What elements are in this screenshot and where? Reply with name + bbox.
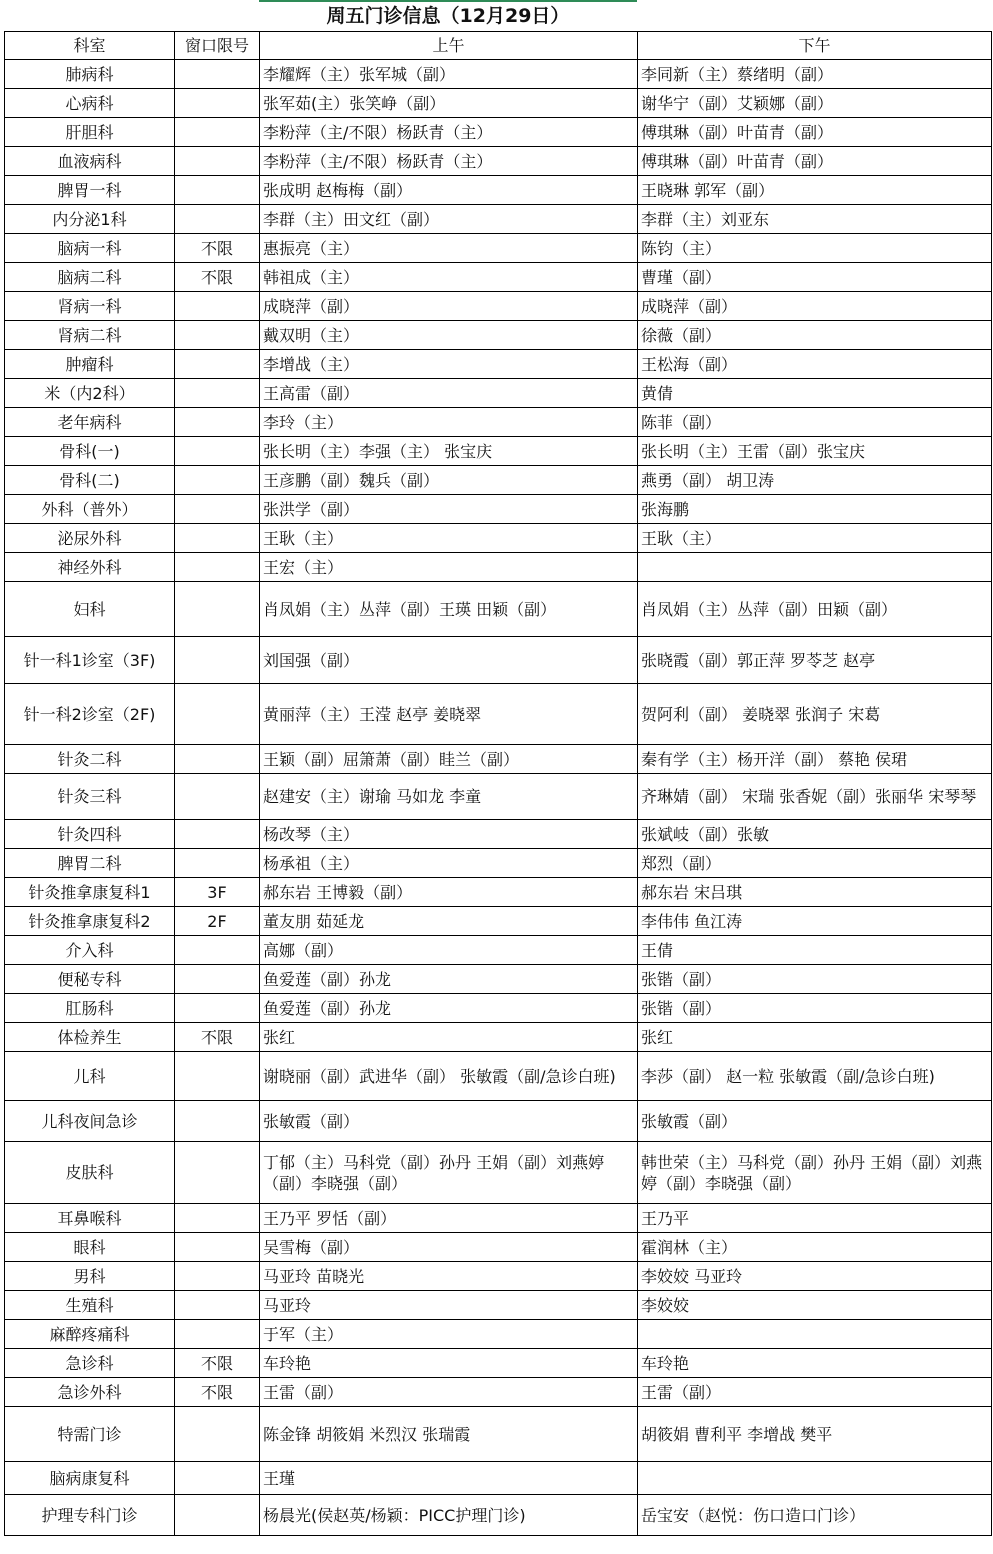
cell-limit bbox=[175, 684, 260, 745]
cell-pm: 秦有学（主）杨开洋（副） 蔡艳 侯珺 bbox=[638, 745, 992, 774]
cell-dept: 脾胃一科 bbox=[5, 176, 175, 205]
cell-dept: 心病科 bbox=[5, 89, 175, 118]
cell-am: 张长明（主）李强（主） 张宝庆 bbox=[260, 437, 638, 466]
table-row bbox=[5, 350, 992, 379]
cell-dept: 特需门诊 bbox=[5, 1407, 175, 1462]
cell-dept: 针灸推拿康复科1 bbox=[5, 878, 175, 907]
cell-am: 黄丽萍（主）王滢 赵亭 姜晓翠 bbox=[260, 684, 638, 745]
cell-limit bbox=[175, 408, 260, 437]
cell-pm: 霍润林（主） bbox=[638, 1233, 992, 1262]
cell-pm: 王乃平 bbox=[638, 1204, 992, 1233]
cell-am: 鱼爱莲（副）孙龙 bbox=[260, 994, 638, 1023]
cell-limit bbox=[175, 1233, 260, 1262]
header-morning: 上午 bbox=[260, 32, 638, 60]
cell-limit bbox=[175, 553, 260, 582]
cell-pm: 李群（主）刘亚东 bbox=[638, 205, 992, 234]
cell-limit bbox=[175, 379, 260, 408]
table-row bbox=[5, 1291, 992, 1320]
cell-pm: 贺阿利（副） 姜晓翠 张润子 宋葛 bbox=[638, 684, 992, 745]
cell-dept: 骨科(一) bbox=[5, 437, 175, 466]
cell-am: 于军（主） bbox=[260, 1320, 638, 1349]
cell-pm: 张晓霞（副）郭正萍 罗苓芝 赵亭 bbox=[638, 637, 992, 684]
table-row bbox=[5, 582, 992, 637]
cell-dept: 泌尿外科 bbox=[5, 524, 175, 553]
cell-am: 陈金锋 胡筱娟 米烈汉 张瑞霞 bbox=[260, 1407, 638, 1462]
cell-limit bbox=[175, 437, 260, 466]
table-row bbox=[5, 408, 992, 437]
table-row bbox=[5, 849, 992, 878]
cell-am: 张成明 赵梅梅（副） bbox=[260, 176, 638, 205]
cell-am: 马亚玲 bbox=[260, 1291, 638, 1320]
table-row bbox=[5, 176, 992, 205]
table-row bbox=[5, 118, 992, 147]
table-row bbox=[5, 437, 992, 466]
cell-pm: 车玲艳 bbox=[638, 1349, 992, 1378]
cell-pm: 李莎（副） 赵一粒 张敏霞（副/急诊白班) bbox=[638, 1052, 992, 1101]
cell-pm: 王晓琳 郭军（副） bbox=[638, 176, 992, 205]
table-row bbox=[5, 466, 992, 495]
cell-limit: 不限 bbox=[175, 234, 260, 263]
cell-pm: 王雷（副） bbox=[638, 1378, 992, 1407]
schedule-table-body bbox=[5, 32, 992, 1536]
cell-dept: 麻醉疼痛科 bbox=[5, 1320, 175, 1349]
header-row bbox=[5, 32, 992, 60]
cell-am: 鱼爱莲（副）孙龙 bbox=[260, 965, 638, 994]
cell-dept: 介入科 bbox=[5, 936, 175, 965]
cell-pm: 李伟伟 鱼江涛 bbox=[638, 907, 992, 936]
cell-am: 肖凤娟（主）丛萍（副）王瑛 田颖（副） bbox=[260, 582, 638, 637]
table-row bbox=[5, 1052, 992, 1101]
cell-limit bbox=[175, 1052, 260, 1101]
cell-dept: 针灸二科 bbox=[5, 745, 175, 774]
cell-pm: 张海鹏 bbox=[638, 495, 992, 524]
cell-limit bbox=[175, 820, 260, 849]
table-row bbox=[5, 1378, 992, 1407]
table-row bbox=[5, 1142, 992, 1204]
cell-limit bbox=[175, 176, 260, 205]
cell-dept: 骨科(二) bbox=[5, 466, 175, 495]
table-row bbox=[5, 684, 992, 745]
cell-dept: 皮肤科 bbox=[5, 1142, 175, 1204]
table-row bbox=[5, 907, 992, 936]
cell-pm: 韩世荣（主）马科党（副）孙丹 王娟（副）刘燕婷（副）李晓强（副） bbox=[638, 1142, 992, 1204]
cell-pm: 黄倩 bbox=[638, 379, 992, 408]
cell-limit bbox=[175, 1495, 260, 1536]
table-row bbox=[5, 1233, 992, 1262]
cell-limit bbox=[175, 1204, 260, 1233]
cell-pm: 张锴（副） bbox=[638, 994, 992, 1023]
table-row bbox=[5, 89, 992, 118]
cell-limit bbox=[175, 965, 260, 994]
cell-limit bbox=[175, 89, 260, 118]
cell-am: 杨晨光(侯赵英/杨颖：PICC护理门诊) bbox=[260, 1495, 638, 1536]
cell-pm: 傅琪琳（副）叶苗青（副） bbox=[638, 118, 992, 147]
cell-dept: 针灸四科 bbox=[5, 820, 175, 849]
cell-dept: 急诊外科 bbox=[5, 1378, 175, 1407]
cell-limit: 不限 bbox=[175, 263, 260, 292]
cell-pm: 张斌岐（副）张敏 bbox=[638, 820, 992, 849]
cell-limit bbox=[175, 936, 260, 965]
cell-pm bbox=[638, 553, 992, 582]
table-row bbox=[5, 820, 992, 849]
cell-pm: 胡筱娟 曹利平 李增战 樊平 bbox=[638, 1407, 992, 1462]
cell-dept: 耳鼻喉科 bbox=[5, 1204, 175, 1233]
table-row bbox=[5, 1101, 992, 1142]
cell-am: 张敏霞（副） bbox=[260, 1101, 638, 1142]
table-row bbox=[5, 965, 992, 994]
cell-pm: 李姣姣 bbox=[638, 1291, 992, 1320]
cell-am: 车玲艳 bbox=[260, 1349, 638, 1378]
cell-limit bbox=[175, 205, 260, 234]
cell-dept: 米（内2科） bbox=[5, 379, 175, 408]
cell-limit bbox=[175, 1462, 260, 1495]
cell-pm: 傅琪琳（副）叶苗青（副） bbox=[638, 147, 992, 176]
cell-limit bbox=[175, 1291, 260, 1320]
cell-dept: 肾病一科 bbox=[5, 292, 175, 321]
table-row bbox=[5, 745, 992, 774]
table-row bbox=[5, 774, 992, 820]
cell-dept: 儿科 bbox=[5, 1052, 175, 1101]
cell-limit bbox=[175, 1320, 260, 1349]
cell-dept: 便秘专科 bbox=[5, 965, 175, 994]
table-row bbox=[5, 379, 992, 408]
cell-am: 李粉萍（主/不限）杨跃青（主） bbox=[260, 147, 638, 176]
cell-am: 高娜（副） bbox=[260, 936, 638, 965]
table-row bbox=[5, 1349, 992, 1378]
cell-am: 成晓萍（副） bbox=[260, 292, 638, 321]
cell-dept: 针灸推拿康复科2 bbox=[5, 907, 175, 936]
cell-limit bbox=[175, 1407, 260, 1462]
cell-limit bbox=[175, 745, 260, 774]
table-row bbox=[5, 553, 992, 582]
cell-am: 张红 bbox=[260, 1023, 638, 1052]
cell-pm: 王松海（副） bbox=[638, 350, 992, 379]
cell-am: 惠振亮（主） bbox=[260, 234, 638, 263]
cell-dept: 肾病二科 bbox=[5, 321, 175, 350]
cell-pm bbox=[638, 1320, 992, 1349]
cell-dept: 血液病科 bbox=[5, 147, 175, 176]
table-row bbox=[5, 1262, 992, 1291]
table-row bbox=[5, 263, 992, 292]
cell-limit: 3F bbox=[175, 878, 260, 907]
cell-limit bbox=[175, 466, 260, 495]
cell-dept: 男科 bbox=[5, 1262, 175, 1291]
cell-am: 吴雪梅（副） bbox=[260, 1233, 638, 1262]
table-row bbox=[5, 994, 992, 1023]
cell-am: 王颖（副）屈箫萧（副）眭兰（副） bbox=[260, 745, 638, 774]
cell-am: 王耿（主） bbox=[260, 524, 638, 553]
table-row bbox=[5, 1407, 992, 1462]
cell-pm: 陈菲（副） bbox=[638, 408, 992, 437]
cell-am: 王瑾 bbox=[260, 1462, 638, 1495]
cell-am: 韩祖成（主） bbox=[260, 263, 638, 292]
cell-limit bbox=[175, 1142, 260, 1204]
cell-pm: 齐琳婧（副） 宋瑞 张香妮（副）张丽华 宋琴琴 bbox=[638, 774, 992, 820]
cell-dept: 肺病科 bbox=[5, 60, 175, 89]
cell-limit bbox=[175, 582, 260, 637]
table-row bbox=[5, 524, 992, 553]
cell-am: 王雷（副） bbox=[260, 1378, 638, 1407]
table-row bbox=[5, 1320, 992, 1349]
cell-pm: 张红 bbox=[638, 1023, 992, 1052]
cell-am: 李增战（主） bbox=[260, 350, 638, 379]
cell-pm: 郑烈（副） bbox=[638, 849, 992, 878]
cell-limit bbox=[175, 495, 260, 524]
cell-dept: 儿科夜间急诊 bbox=[5, 1101, 175, 1142]
cell-limit bbox=[175, 118, 260, 147]
cell-am: 董友朋 茹延龙 bbox=[260, 907, 638, 936]
cell-am: 李耀辉（主）张军城（副） bbox=[260, 60, 638, 89]
cell-dept: 肛肠科 bbox=[5, 994, 175, 1023]
cell-pm: 李同新（主）蔡绪明（副） bbox=[638, 60, 992, 89]
cell-am: 杨承祖（主） bbox=[260, 849, 638, 878]
table-row bbox=[5, 321, 992, 350]
table-row bbox=[5, 1495, 992, 1536]
cell-dept: 脑病康复科 bbox=[5, 1462, 175, 1495]
table-row bbox=[5, 495, 992, 524]
cell-pm: 张长明（主）王雷（副）张宝庆 bbox=[638, 437, 992, 466]
cell-pm bbox=[638, 1462, 992, 1495]
table-row bbox=[5, 205, 992, 234]
cell-limit bbox=[175, 321, 260, 350]
cell-pm: 成晓萍（副） bbox=[638, 292, 992, 321]
cell-am: 丁郁（主）马科党（副）孙丹 王娟（副）刘燕婷（副）李晓强（副） bbox=[260, 1142, 638, 1204]
table-row bbox=[5, 147, 992, 176]
cell-am: 赵建安（主）谢瑜 马如龙 李童 bbox=[260, 774, 638, 820]
cell-am: 王乃平 罗恬（副） bbox=[260, 1204, 638, 1233]
cell-limit bbox=[175, 994, 260, 1023]
cell-limit: 不限 bbox=[175, 1349, 260, 1378]
cell-am: 杨改琴（主） bbox=[260, 820, 638, 849]
cell-pm: 肖凤娟（主）丛萍（副）田颖（副） bbox=[638, 582, 992, 637]
page-title: 周五门诊信息（12月29日） bbox=[259, 0, 637, 31]
table-row bbox=[5, 60, 992, 89]
table-row bbox=[5, 1023, 992, 1052]
cell-am: 张洪学（副） bbox=[260, 495, 638, 524]
cell-dept: 内分泌1科 bbox=[5, 205, 175, 234]
table-row bbox=[5, 292, 992, 321]
cell-pm: 王耿（主） bbox=[638, 524, 992, 553]
cell-limit bbox=[175, 524, 260, 553]
cell-am: 马亚玲 苗晓光 bbox=[260, 1262, 638, 1291]
cell-am: 王彦鹏（副）魏兵（副） bbox=[260, 466, 638, 495]
cell-dept: 针一科2诊室（2F) bbox=[5, 684, 175, 745]
cell-am: 李玲（主） bbox=[260, 408, 638, 437]
header-afternoon: 下午 bbox=[638, 32, 992, 60]
cell-limit bbox=[175, 350, 260, 379]
table-row bbox=[5, 878, 992, 907]
cell-dept: 神经外科 bbox=[5, 553, 175, 582]
cell-dept: 急诊科 bbox=[5, 1349, 175, 1378]
cell-dept: 老年病科 bbox=[5, 408, 175, 437]
cell-pm: 燕勇（副） 胡卫涛 bbox=[638, 466, 992, 495]
table-row bbox=[5, 936, 992, 965]
cell-pm: 张敏霞（副） bbox=[638, 1101, 992, 1142]
cell-limit bbox=[175, 1101, 260, 1142]
cell-limit bbox=[175, 292, 260, 321]
cell-pm: 李姣姣 马亚玲 bbox=[638, 1262, 992, 1291]
cell-pm: 谢华宁（副）艾颖娜（副） bbox=[638, 89, 992, 118]
cell-pm: 岳宝安（赵悦：伤口造口门诊） bbox=[638, 1495, 992, 1536]
cell-dept: 外科（普外） bbox=[5, 495, 175, 524]
cell-dept: 脑病一科 bbox=[5, 234, 175, 263]
cell-limit bbox=[175, 147, 260, 176]
cell-dept: 肝胆科 bbox=[5, 118, 175, 147]
cell-am: 王高雷（副） bbox=[260, 379, 638, 408]
cell-am: 刘国强（副） bbox=[260, 637, 638, 684]
table-row bbox=[5, 234, 992, 263]
header-dept: 科室 bbox=[5, 32, 175, 60]
cell-am: 李粉萍（主/不限）杨跃青（主） bbox=[260, 118, 638, 147]
cell-pm: 徐薇（副） bbox=[638, 321, 992, 350]
cell-pm: 张锴（副） bbox=[638, 965, 992, 994]
cell-dept: 护理专科门诊 bbox=[5, 1495, 175, 1536]
cell-limit: 2F bbox=[175, 907, 260, 936]
cell-limit bbox=[175, 849, 260, 878]
cell-am: 戴双明（主） bbox=[260, 321, 638, 350]
cell-limit bbox=[175, 774, 260, 820]
cell-dept: 妇科 bbox=[5, 582, 175, 637]
cell-dept: 脑病二科 bbox=[5, 263, 175, 292]
cell-am: 郝东岩 王博毅（副） bbox=[260, 878, 638, 907]
cell-dept: 针一科1诊室（3F) bbox=[5, 637, 175, 684]
table-row bbox=[5, 1204, 992, 1233]
cell-pm: 王倩 bbox=[638, 936, 992, 965]
cell-dept: 肿瘤科 bbox=[5, 350, 175, 379]
cell-limit bbox=[175, 60, 260, 89]
cell-limit bbox=[175, 637, 260, 684]
cell-dept: 脾胃二科 bbox=[5, 849, 175, 878]
cell-dept: 眼科 bbox=[5, 1233, 175, 1262]
header-limit: 窗口限号 bbox=[175, 32, 260, 60]
cell-pm: 郝东岩 宋吕琪 bbox=[638, 878, 992, 907]
cell-am: 谢晓丽（副）武进华（副） 张敏霞（副/急诊白班) bbox=[260, 1052, 638, 1101]
table-row bbox=[5, 1462, 992, 1495]
cell-dept: 体检养生 bbox=[5, 1023, 175, 1052]
table-row bbox=[5, 637, 992, 684]
cell-pm: 陈钧（主） bbox=[638, 234, 992, 263]
cell-pm: 曹瑾（副） bbox=[638, 263, 992, 292]
cell-dept: 针灸三科 bbox=[5, 774, 175, 820]
cell-am: 李群（主）田文红（副） bbox=[260, 205, 638, 234]
cell-limit: 不限 bbox=[175, 1023, 260, 1052]
cell-am: 张军茹(主）张笑峥（副） bbox=[260, 89, 638, 118]
cell-limit: 不限 bbox=[175, 1378, 260, 1407]
cell-am: 王宏（主） bbox=[260, 553, 638, 582]
schedule-table bbox=[4, 31, 992, 1536]
cell-limit bbox=[175, 1262, 260, 1291]
cell-dept: 生殖科 bbox=[5, 1291, 175, 1320]
